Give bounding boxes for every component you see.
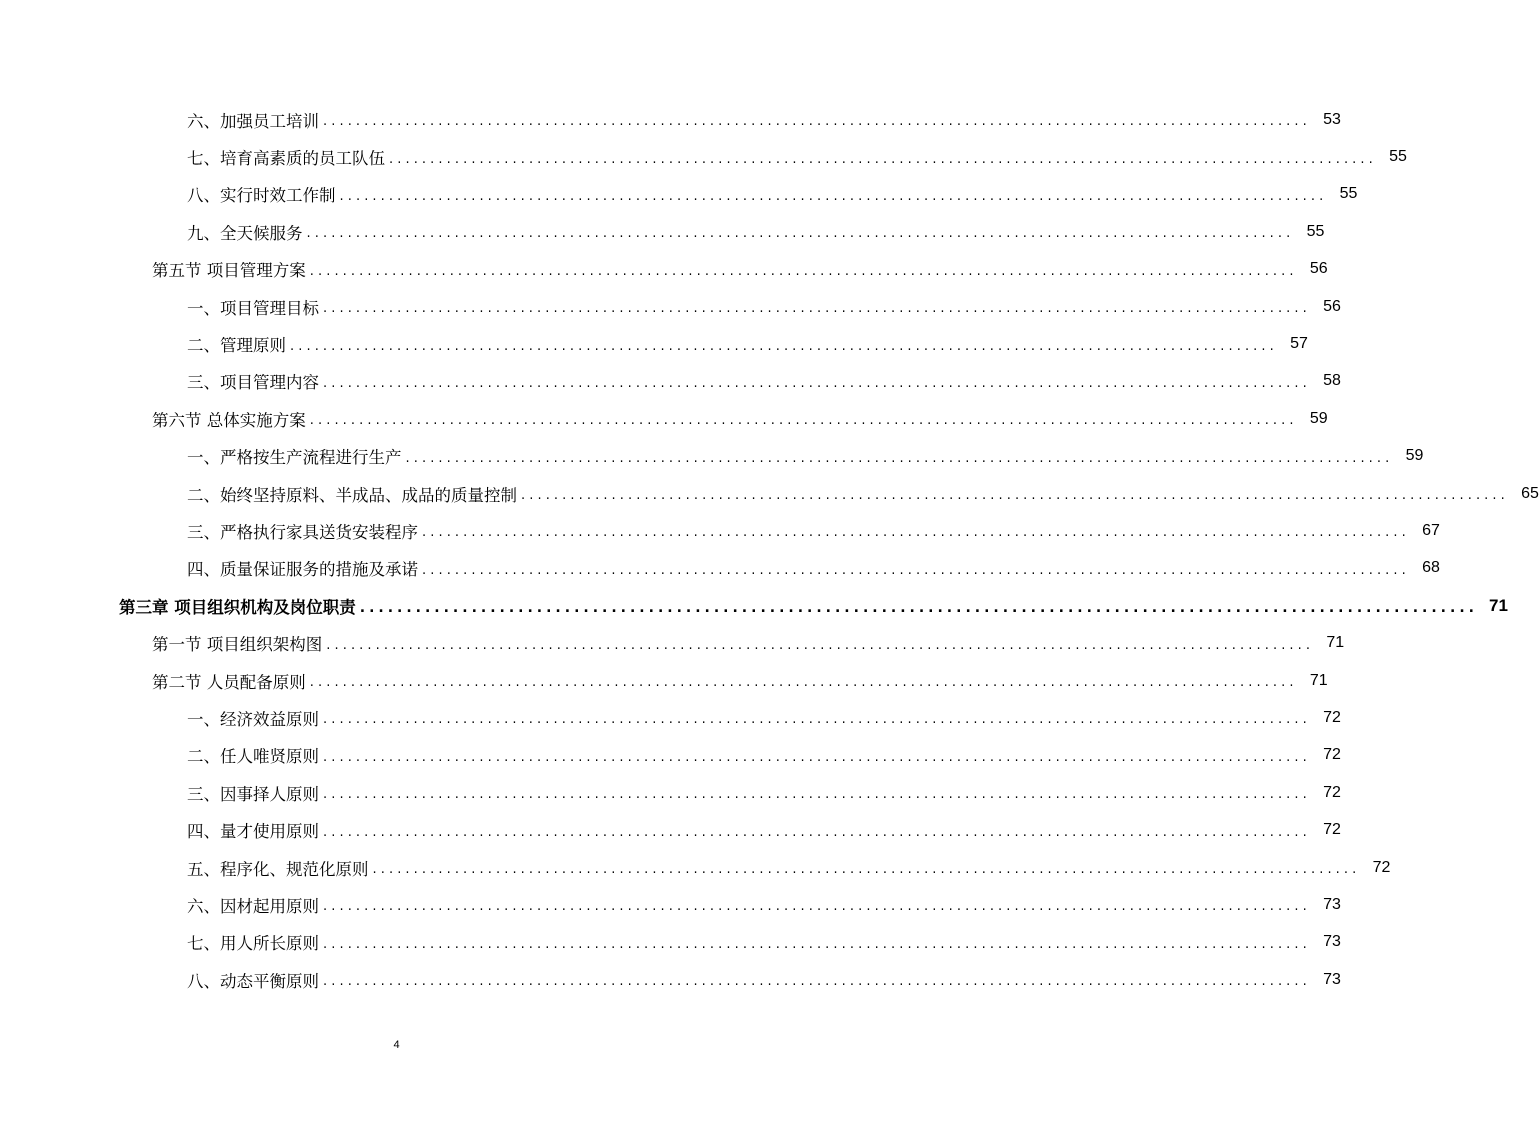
toc-entry[interactable] bbox=[0, 886, 1341, 923]
toc-dot-leader: ........................................................................................................................ bbox=[323, 936, 1311, 952]
toc-dot-leader: ........................................................................................................................ bbox=[389, 151, 1377, 167]
toc-entry-title: 六、加强员工培训 bbox=[187, 111, 319, 131]
toc-entry[interactable] bbox=[0, 550, 1440, 587]
toc-dot-leader: ........................................................................................................................ bbox=[323, 114, 1311, 130]
toc-entry[interactable] bbox=[0, 924, 1341, 961]
toc-dot-leader: ........................................................................................................................ bbox=[323, 824, 1311, 840]
toc-entry[interactable] bbox=[0, 400, 1328, 437]
toc-entry[interactable] bbox=[0, 251, 1328, 288]
toc-dot-leader: ........................................................................................................................ bbox=[306, 226, 1295, 242]
toc-entry-title: 第三章 项目组织机构及岗位职责 bbox=[119, 597, 356, 617]
toc-entry[interactable] bbox=[0, 176, 1358, 213]
toc-dot-leader: ........................................................................................................................ bbox=[309, 675, 1298, 691]
toc-entry-page: 67 bbox=[1422, 521, 1440, 539]
table-of-contents bbox=[0, 101, 1539, 998]
toc-entry-title: 第六节 总体实施方案 bbox=[152, 410, 306, 430]
toc-entry-page: 58 bbox=[1323, 372, 1341, 390]
toc-entry-title: 第二节 人员配备原则 bbox=[152, 672, 306, 692]
toc-entry-title: 第五节 项目管理方案 bbox=[152, 261, 306, 281]
toc-entry-title: 八、动态平衡原则 bbox=[187, 971, 319, 991]
toc-entry-title: 四、量才使用原则 bbox=[187, 822, 319, 842]
toc-entry-page: 73 bbox=[1323, 895, 1341, 913]
toc-entry-page: 59 bbox=[1309, 409, 1328, 427]
toc-dot-leader: ........................................................................................................................ bbox=[372, 862, 1361, 877]
toc-entry-title: 二、管理原则 bbox=[187, 336, 286, 356]
toc-entry[interactable] bbox=[0, 624, 1345, 661]
toc-entry-title: 八、实行时效工作制 bbox=[187, 186, 336, 206]
toc-entry-page: 57 bbox=[1290, 335, 1308, 353]
toc-dot-leader: ........................................................................................................................ bbox=[323, 375, 1311, 391]
toc-entry-page: 56 bbox=[1309, 260, 1328, 278]
toc-entry-page: 73 bbox=[1323, 933, 1341, 951]
toc-entry[interactable] bbox=[0, 699, 1341, 736]
toc-entry[interactable] bbox=[0, 325, 1308, 362]
toc-dot-leader: ........................................................................................................................ bbox=[359, 599, 1478, 616]
toc-entry-title: 四、质量保证服务的措施及承诺 bbox=[187, 560, 418, 580]
toc-entry-title: 三、严格执行家具送货安装程序 bbox=[187, 522, 418, 542]
toc-entry-title: 六、因材起用原则 bbox=[187, 896, 319, 916]
toc-dot-leader: ........................................................................................................................ bbox=[309, 263, 1298, 279]
toc-entry[interactable] bbox=[0, 101, 1341, 138]
toc-entry-page: 55 bbox=[1306, 222, 1325, 240]
toc-entry-title: 一、项目管理目标 bbox=[187, 298, 319, 318]
toc-entry-page: 65 bbox=[1521, 484, 1539, 502]
toc-entry-title: 三、因事择人原则 bbox=[187, 784, 319, 804]
toc-entry[interactable] bbox=[0, 512, 1440, 549]
toc-entry[interactable] bbox=[0, 811, 1341, 848]
toc-entry-title: 二、始终坚持原料、半成品、成品的质量控制 bbox=[187, 485, 517, 505]
toc-dot-leader: ........................................................................................................................ bbox=[521, 488, 1509, 504]
toc-entry[interactable] bbox=[0, 475, 1539, 512]
toc-dot-leader: ........................................................................................................................ bbox=[323, 749, 1311, 765]
toc-entry-page: 53 bbox=[1323, 110, 1341, 128]
toc-entry-page: 68 bbox=[1422, 559, 1440, 577]
toc-entry-title: 九、全天候服务 bbox=[187, 223, 303, 243]
toc-entry-page: 71 bbox=[1309, 671, 1328, 689]
toc-entry-title: 第一节 项目组织架构图 bbox=[152, 635, 323, 655]
toc-entry[interactable] bbox=[0, 662, 1328, 699]
toc-entry[interactable] bbox=[0, 587, 1508, 624]
toc-dot-leader: ........................................................................................................................ bbox=[309, 413, 1298, 429]
toc-entry-title: 一、严格按生产流程进行生产 bbox=[187, 448, 402, 468]
toc-entry-page: 71 bbox=[1326, 634, 1345, 652]
toc-entry[interactable] bbox=[0, 288, 1341, 325]
toc-entry[interactable] bbox=[0, 774, 1341, 811]
toc-entry-title: 七、培育高素质的员工队伍 bbox=[187, 149, 385, 169]
toc-dot-leader: ........................................................................................................................ bbox=[323, 301, 1311, 317]
toc-dot-leader: ........................................................................................................................ bbox=[323, 899, 1311, 915]
toc-entry-title: 二、任人唯贤原则 bbox=[187, 747, 319, 767]
toc-entry-title: 七、用人所长原则 bbox=[187, 934, 319, 954]
toc-dot-leader: ........................................................................................................................ bbox=[326, 637, 1315, 653]
page-number: 4 bbox=[393, 1039, 400, 1051]
toc-entry[interactable] bbox=[0, 138, 1407, 175]
toc-entry-page: 72 bbox=[1323, 746, 1341, 764]
toc-entry-page: 55 bbox=[1339, 185, 1358, 203]
toc-entry[interactable] bbox=[0, 849, 1391, 886]
toc-entry[interactable] bbox=[0, 438, 1424, 475]
toc-entry-page: 59 bbox=[1405, 447, 1424, 465]
toc-dot-leader: ........................................................................................................................ bbox=[422, 525, 1410, 541]
toc-dot-leader: ........................................................................................................................ bbox=[290, 338, 1278, 354]
toc-entry-page: 72 bbox=[1323, 821, 1341, 839]
toc-entry[interactable] bbox=[0, 363, 1341, 400]
toc-entry-title: 三、项目管理内容 bbox=[187, 373, 319, 393]
toc-dot-leader: ........................................................................................................................ bbox=[323, 974, 1311, 990]
toc-entry-page: 72 bbox=[1323, 783, 1341, 801]
toc-entry-page: 72 bbox=[1323, 708, 1341, 726]
toc-entry[interactable] bbox=[0, 737, 1341, 774]
toc-entry-page: 71 bbox=[1489, 595, 1508, 615]
toc-dot-leader: ........................................................................................................................ bbox=[323, 787, 1311, 803]
toc-entry-title: 一、经济效益原则 bbox=[187, 709, 319, 729]
toc-entry-page: 55 bbox=[1389, 148, 1407, 166]
toc-entry-title: 五、程序化、规范化原则 bbox=[187, 859, 369, 879]
toc-entry-page: 56 bbox=[1323, 297, 1341, 315]
toc-entry[interactable] bbox=[0, 213, 1325, 250]
toc-dot-leader: ........................................................................................................................ bbox=[422, 562, 1410, 578]
toc-entry-page: 73 bbox=[1323, 970, 1341, 988]
toc-dot-leader: ........................................................................................................................ bbox=[323, 712, 1311, 728]
toc-entry[interactable] bbox=[0, 961, 1341, 998]
toc-entry-page: 72 bbox=[1372, 858, 1391, 876]
toc-dot-leader: ........................................................................................................................ bbox=[405, 450, 1394, 466]
toc-dot-leader: ........................................................................................................................ bbox=[339, 188, 1328, 204]
